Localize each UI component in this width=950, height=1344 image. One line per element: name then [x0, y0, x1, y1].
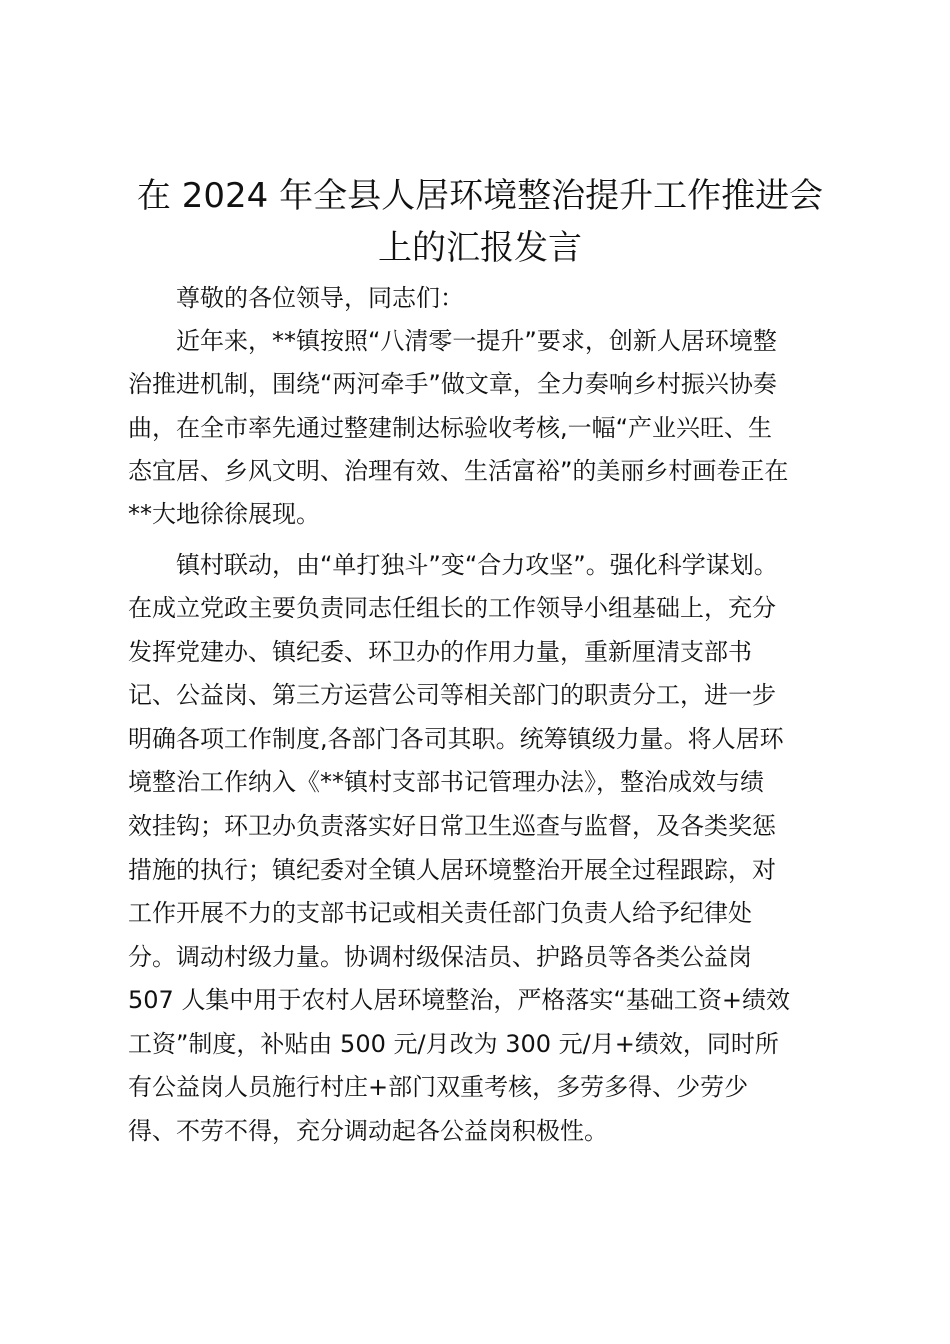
- paragraph-2-line-11: 507 人集中用于农村人居环境整治，严格落实“基础工资+绩效: [128, 986, 790, 1014]
- paragraph-2-line-8: 措施的执行；镇纪委对全镇人居环境整治开展全过程跟踪，对: [128, 856, 776, 884]
- paragraph-2-line-14: 得、不劳不得，充分调动起各公益岗积极性。: [128, 1117, 608, 1145]
- paragraph-2-line-3: 发挥党建办、镇纪委、环卫办的作用力量，重新厘清支部书: [128, 638, 752, 666]
- paragraph-2-line-2: 在成立党政主要负责同志任组长的工作领导小组基础上，充分: [128, 594, 776, 622]
- paragraph-1-line-4: 态宜居、乡风文明、治理有效、生活富裕”的美丽乡村画卷正在: [128, 457, 789, 485]
- paragraph-2-line-7: 效挂钩；环卫办负责落实好日常卫生巡查与监督，及各类奖惩: [128, 812, 776, 840]
- paragraph-2-line-10: 分。调动村级力量。协调村级保洁员、护路员等各类公益岗: [128, 943, 752, 971]
- paragraph-1-line-5: **大地徐徐展现。: [128, 500, 320, 528]
- paragraph-2-line-6: 境整治工作纳入《**镇村支部书记管理办法》，整治成效与绩: [128, 768, 764, 796]
- document-title: [110, 170, 850, 274]
- paragraph-1-line-1: 近年来，**镇按照“八清零一提升”要求，创新人居环境整: [176, 327, 777, 355]
- title-line-1: 在 2024 年全县人居环境整治提升工作推进会: [136, 176, 824, 216]
- paragraph-2-line-12: 工资”制度，补贴由 500 元/月改为 300 元/月+绩效，同时所: [128, 1030, 779, 1058]
- paragraph-2-line-1: 镇村联动，由“单打独斗”变“合力攻坚”。强化科学谋划。: [176, 551, 778, 579]
- paragraph-2-line-5: 明确各项工作制度,各部门各司其职。统筹镇级力量。将人居环: [128, 725, 784, 753]
- paragraph-2-line-4: 记、公益岗、第三方运营公司等相关部门的职责分工，进一步: [128, 681, 776, 709]
- paragraph-1-line-2: 治推进机制，围绕“两河牵手”做文章，全力奏响乡村振兴协奏: [128, 370, 777, 398]
- salutation: 尊敬的各位领导，同志们：: [176, 284, 464, 312]
- paragraph-1-line-3: 曲，在全市率先通过整建制达标验收考核,一幅“产业兴旺、生: [128, 414, 773, 442]
- paragraph-2-line-13: 有公益岗人员施行村庄+部门双重考核，多劳多得、少劳少: [128, 1073, 749, 1101]
- paragraph-2-line-9: 工作开展不力的支部书记或相关责任部门负责人给予纪律处: [128, 899, 752, 927]
- title-line-2: 上的汇报发言: [378, 228, 582, 268]
